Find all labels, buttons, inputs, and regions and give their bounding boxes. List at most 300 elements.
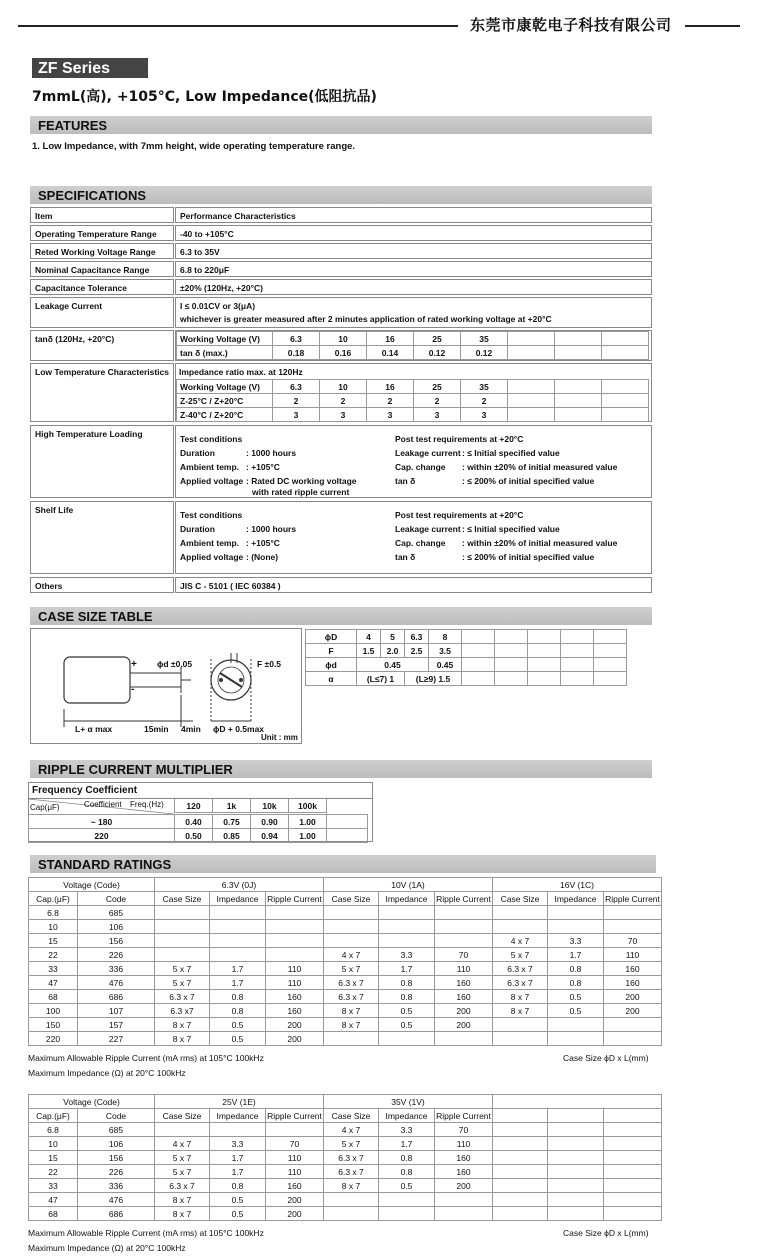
ripple-row1-v0: 0.50 [175, 829, 213, 843]
rt2-cell: 70 [266, 1137, 324, 1151]
rt1-cell [324, 920, 379, 934]
rt2-cell: 200 [266, 1207, 324, 1221]
shelf-ambient-label: Ambient temp. [180, 538, 240, 548]
rt1-code-label: Code [78, 892, 155, 906]
cs-empty [462, 630, 495, 644]
ripple-freq-2: 10k [251, 799, 289, 813]
rt2-empty [493, 1109, 548, 1123]
lowtemp-z40-3: 3 [414, 408, 461, 422]
rt1-cell: 110 [266, 962, 324, 976]
ripple-row0-v2: 0.90 [251, 815, 289, 829]
rt2-cell: 70 [435, 1123, 493, 1137]
rt2-impedance: Impedance [379, 1109, 435, 1123]
htl-ambient-label: Ambient temp. [180, 462, 240, 472]
lowtemp-z25-4: 2 [461, 394, 508, 408]
spec-tan-label: tanδ (120Hz, +20°C) [30, 330, 174, 361]
tan-empty [555, 332, 602, 346]
subtitle: 7mmL(高), +105°C, Low Impedance(低阻抗品) [32, 89, 377, 105]
rt2-cell: 6.3 x 7 [324, 1165, 379, 1179]
rt1-case-size: Case Size [493, 892, 548, 906]
rt1-cell [493, 906, 548, 920]
rt1-cell [155, 920, 210, 934]
htl-cap-value: : within ±20% of initial measured value [462, 462, 618, 472]
rt2-cell [604, 1179, 662, 1193]
rt2-cell: 8 x 7 [324, 1179, 379, 1193]
diagram-l: L+ α max [75, 724, 113, 734]
rt1-cell: 200 [604, 1004, 662, 1018]
rt1-cell: 8 x 7 [324, 1018, 379, 1032]
rt2-cell: 5 x 7 [155, 1165, 210, 1179]
lowtemp-empty [555, 408, 602, 422]
cs-empty [495, 644, 528, 658]
rt1-cell: 200 [435, 1018, 493, 1032]
table-row [29, 990, 662, 1004]
table-row [29, 906, 662, 920]
htl-tan-value: : ≤ 200% of initial specified value [462, 476, 595, 486]
cs-r0-c4: 8 [429, 630, 462, 644]
cs-empty [495, 630, 528, 644]
lowtemp-empty [555, 380, 602, 394]
cs-empty [594, 644, 627, 658]
lowtemp-empty [602, 408, 649, 422]
rt1-cell: 110 [435, 962, 493, 976]
ripple-freq-0: 120 [175, 799, 213, 813]
rt1-cell [210, 934, 266, 948]
ratings-header: STANDARD RATINGS [30, 855, 656, 873]
rt2-cell: 476 [78, 1193, 155, 1207]
cs-empty [594, 658, 627, 672]
rt1-cell: 0.8 [379, 990, 435, 1004]
lowtemp-v-4: 35 [461, 380, 508, 394]
rt2-body [29, 1123, 662, 1221]
ripple-row1-v2: 0.94 [251, 829, 289, 843]
rt2-cell [493, 1179, 548, 1193]
rt1-cell: 156 [78, 934, 155, 948]
rt1-cell: 5 x 7 [324, 962, 379, 976]
diagram-unit: Unit : mm [261, 733, 298, 742]
rt1-cell [266, 920, 324, 934]
htl-duration-label: Duration [180, 448, 215, 458]
rt1-cell: 8 x 7 [324, 1004, 379, 1018]
ripple-values-table [28, 814, 368, 843]
ripple-row1-cap: 220 [29, 829, 175, 843]
table-row [29, 962, 662, 976]
rt1-cell [493, 1032, 548, 1046]
rt2-cell: 0.8 [379, 1165, 435, 1179]
rt1-cell: 157 [78, 1018, 155, 1032]
shelf-test-conditions: Test conditions [180, 510, 243, 520]
rt1-cell [210, 948, 266, 962]
rt2-cell: 6.3 x 7 [155, 1179, 210, 1193]
cs-empty [495, 658, 528, 672]
header-rule-right [685, 25, 740, 27]
case-size-header: CASE SIZE TABLE [30, 607, 652, 625]
rt1-case-size: Case Size [155, 892, 210, 906]
table-row [29, 1165, 662, 1179]
ripple-cap-label: Cap(μF) [30, 803, 60, 812]
rt2-cap-label: Cap.(μF) [29, 1109, 78, 1123]
rt2-group-1: 35V (1V) [324, 1095, 493, 1109]
lowtemp-z25-3: 2 [414, 394, 461, 408]
diagram-D: ϕD + 0.5max [213, 724, 265, 734]
rt1-cell [155, 948, 210, 962]
rt2-note-ripple: Maximum Allowable Ripple Current (mA rms) at 105°C 100kHz [28, 1228, 264, 1238]
case-diagram [30, 628, 302, 744]
lowtemp-z25-0: 2 [273, 394, 320, 408]
rt1-cell: 8 x 7 [493, 990, 548, 1004]
rt1-cell: 6.8 [29, 906, 78, 920]
cs-empty [528, 658, 561, 672]
company-name: 东莞市康乾电子科技有限公司 [470, 16, 672, 34]
cs-r0-c1: 4 [357, 630, 381, 644]
ripple-row0-cap: ~ 180 [29, 815, 175, 829]
rt1-cell [604, 1018, 662, 1032]
rt2-cell [324, 1193, 379, 1207]
lowtemp-z40-4: 3 [461, 408, 508, 422]
lowtemp-row2-label: Z-25°C / Z+20°C [177, 394, 273, 408]
rt1-cell [155, 906, 210, 920]
rt2-cell [604, 1193, 662, 1207]
rt1-cell [210, 920, 266, 934]
rt1-cell [266, 934, 324, 948]
rt2-cell: 0.5 [379, 1179, 435, 1193]
rt2-cell: 6.8 [29, 1123, 78, 1137]
rt2-note-case: Case Size ϕD x L(mm) [563, 1228, 649, 1238]
rt1-cell: 8 x 7 [155, 1032, 210, 1046]
rt1-cell: 160 [604, 976, 662, 990]
rt1-note-impedance: Maximum Impedance (Ω) at 20°C 100kHz [28, 1068, 186, 1078]
rt2-cell: 6.3 x 7 [324, 1151, 379, 1165]
rt2-cell: 22 [29, 1165, 78, 1179]
rt2-cell: 110 [435, 1137, 493, 1151]
tan-row2-label: tan δ (max.) [177, 346, 273, 360]
rt1-cell [435, 920, 493, 934]
diagram-minus: - [131, 684, 135, 695]
rt2-cell: 0.8 [210, 1179, 266, 1193]
rt1-cell: 1.7 [210, 962, 266, 976]
rt2-empty [548, 1109, 604, 1123]
htl-applied-label: Applied voltage [180, 476, 244, 486]
rt2-cell: 8 x 7 [155, 1207, 210, 1221]
rt1-cell: 6.3 x7 [155, 1004, 210, 1018]
tan-val-2: 0.14 [367, 346, 414, 360]
lowtemp-z40-1: 3 [320, 408, 367, 422]
rt2-empty-group [493, 1095, 662, 1109]
rt2-group-0: 25V (1E) [155, 1095, 324, 1109]
shelf-leak-value: : ≤ Initial specified value [462, 524, 560, 534]
tan-val-0: 0.18 [273, 346, 320, 360]
cs-r0-label: ϕD [306, 630, 357, 644]
htl-leak-label: Leakage current [395, 448, 461, 458]
rt2-cell [604, 1151, 662, 1165]
tan-v-1: 10 [320, 332, 367, 346]
lowtemp-empty [508, 408, 555, 422]
rt2-cell: 4 x 7 [155, 1137, 210, 1151]
rt1-cell: 686 [78, 990, 155, 1004]
lowtemp-title: Impedance ratio max. at 120Hz [179, 367, 303, 377]
lowtemp-empty [508, 394, 555, 408]
lowtemp-empty [602, 380, 649, 394]
feature-item: 1. Low Impedance, with 7mm height, wide operating temperature range. [32, 141, 356, 152]
header-rule-left [18, 25, 458, 27]
spec-cap-range-label: Nominal Capacitance Range [30, 261, 174, 277]
rt2-cell [155, 1123, 210, 1137]
lowtemp-table [176, 379, 649, 422]
rt1-cell [324, 906, 379, 920]
rt1-cell: 1.7 [210, 976, 266, 990]
rt1-cell [548, 1032, 604, 1046]
cs-r1-c4: 3.5 [429, 644, 462, 658]
rt1-group-1: 10V (1A) [324, 878, 493, 892]
diagram-4: 4min [181, 724, 201, 734]
rt2-cell: 110 [266, 1151, 324, 1165]
diagram-d: ϕd ±0.05 [157, 659, 193, 669]
cs-r0-c3: 6.3 [405, 630, 429, 644]
diagram-15: 15min [144, 724, 169, 734]
tan-v-2: 16 [367, 332, 414, 346]
rt2-cell: 3.3 [210, 1137, 266, 1151]
spec-rated-v-label: Reted Working Voltage Range [30, 243, 174, 259]
lowtemp-z40-0: 3 [273, 408, 320, 422]
ripple-coef-label: Coefficient [84, 800, 122, 809]
rt2-cell [493, 1193, 548, 1207]
rt1-ripple: Ripple Current [436, 893, 491, 904]
rt1-cell: 200 [604, 990, 662, 1004]
rt1-cell: 160 [435, 990, 493, 1004]
rt2-cell: 1.7 [210, 1151, 266, 1165]
rt1-cell [324, 934, 379, 948]
tan-empty [602, 346, 649, 360]
ripple-freq-1: 1k [213, 799, 251, 813]
rt1-cell: 5 x 7 [155, 962, 210, 976]
rt2-cell: 8 x 7 [155, 1193, 210, 1207]
htl-test-conditions: Test conditions [180, 434, 243, 444]
shelf-leak-label: Leakage current [395, 524, 461, 534]
tan-val-4: 0.12 [461, 346, 508, 360]
rt2-cell [493, 1137, 548, 1151]
rt1-cell: 200 [435, 1004, 493, 1018]
rt1-case-size: Case Size [324, 892, 379, 906]
rt1-cell [155, 934, 210, 948]
cs-empty [594, 672, 627, 686]
rt1-cell [379, 1032, 435, 1046]
rt1-cell: 0.5 [548, 1004, 604, 1018]
shelf-tan-label: tan δ [395, 552, 416, 562]
rt2-case-size: Case Size [155, 1109, 210, 1123]
rt1-cell: 33 [29, 962, 78, 976]
rt1-cell: 336 [78, 962, 155, 976]
rt2-cell: 3.3 [379, 1123, 435, 1137]
features-header: FEATURES [30, 116, 652, 134]
rt2-cell [435, 1193, 493, 1207]
htl-tan-label: tan δ [395, 476, 416, 486]
rt1-impedance: Impedance [379, 892, 435, 906]
rt1-cell: 47 [29, 976, 78, 990]
rt2-empty [604, 1109, 662, 1123]
rt2-cell: 160 [435, 1151, 493, 1165]
cs-phid-label: ϕd [306, 658, 357, 672]
rt1-cell: 4 x 7 [324, 948, 379, 962]
diagram-f: F ±0.5 [257, 659, 282, 669]
tan-row1-label: Working Voltage (V) [177, 332, 273, 346]
cs-r0-c2: 5 [381, 630, 405, 644]
ripple-freq-label: Freq.(Hz) [130, 800, 164, 809]
cs-r1-c1: 1.5 [357, 644, 381, 658]
rt1-cell: 200 [266, 1018, 324, 1032]
rt1-group-2: 16V (1C) [493, 878, 662, 892]
rt1-cell: 6.3 x 7 [324, 990, 379, 1004]
rt2-cell: 68 [29, 1207, 78, 1221]
rt2-cell [493, 1207, 548, 1221]
rt2-cell [548, 1207, 604, 1221]
rt2-cell [548, 1123, 604, 1137]
rt1-cell [604, 906, 662, 920]
rt1-impedance: Impedance [548, 892, 604, 906]
rt2-cell [493, 1123, 548, 1137]
cs-r1-c2: 2.0 [381, 644, 405, 658]
rt1-cell: 106 [78, 920, 155, 934]
rt1-cell: 6.3 x 7 [493, 962, 548, 976]
htl-applied-value2: with rated ripple current [252, 487, 350, 497]
leak-line-2: whichever is greater measured after 2 minutes application of rated working voltage at +20°C [180, 314, 552, 324]
ripple-row0-v3: 1.00 [289, 815, 327, 829]
tan-v-4: 35 [461, 332, 508, 346]
rt2-cell [379, 1193, 435, 1207]
rt1-cell [379, 906, 435, 920]
tan-v-3: 25 [414, 332, 461, 346]
rt1-cell: 68 [29, 990, 78, 1004]
lowtemp-empty [508, 380, 555, 394]
rt1-cell: 4 x 7 [493, 934, 548, 948]
rt1-cell [266, 906, 324, 920]
rt2-cell [324, 1207, 379, 1221]
rt1-cell: 6.3 x 7 [324, 976, 379, 990]
ripple-row0-v0: 0.40 [175, 815, 213, 829]
rt1-cell [604, 1032, 662, 1046]
cs-empty [528, 672, 561, 686]
shelf-tan-value: : ≤ 200% of initial specified value [462, 552, 595, 562]
rt1-note-case: Case Size ϕD x L(mm) [563, 1053, 649, 1063]
ripple-header: RIPPLE CURRENT MULTIPLIER [30, 760, 652, 778]
rt1-cell: 160 [266, 1004, 324, 1018]
rt1-cell: 685 [78, 906, 155, 920]
shelf-applied-value: : (None) [246, 552, 279, 562]
case-size-table [305, 629, 627, 686]
rt1-ripple: Ripple Current [267, 893, 322, 904]
spec-op-temp-label: Operating Temperature Range [30, 225, 174, 241]
shelf-cap-value: : within ±20% of initial measured value [462, 538, 618, 548]
rt2-ripple: Ripple Current [267, 1110, 322, 1121]
cs-phid-b: 0.45 [429, 658, 462, 672]
rt1-cell [210, 906, 266, 920]
rt2-cell [493, 1151, 548, 1165]
diagram-plus: + [131, 659, 137, 670]
ripple-freq-table [174, 799, 327, 813]
rt1-cell: 226 [78, 948, 155, 962]
rt2-cell [379, 1207, 435, 1221]
tan-v-0: 6.3 [273, 332, 320, 346]
cs-empty [561, 658, 594, 672]
cs-empty [462, 672, 495, 686]
table-row [29, 1207, 662, 1221]
rt2-cell: 160 [435, 1165, 493, 1179]
htl-post: Post test requirements at +20°C [395, 434, 524, 444]
rt2-cell: 5 x 7 [155, 1151, 210, 1165]
rt1-cell [435, 906, 493, 920]
rt2-cell: 200 [266, 1193, 324, 1207]
rt2-cell: 686 [78, 1207, 155, 1221]
rt2-cell [604, 1165, 662, 1179]
spec-cap-tol-label: Capacitance Tolerance [30, 279, 174, 295]
rt1-cell: 200 [266, 1032, 324, 1046]
table-row [29, 1018, 662, 1032]
lowtemp-empty [602, 394, 649, 408]
lowtemp-v-3: 25 [414, 380, 461, 394]
rt1-cell: 1.7 [379, 962, 435, 976]
rt1-cell: 10 [29, 920, 78, 934]
rt1-cell [548, 920, 604, 934]
cs-r1-c3: 2.5 [405, 644, 429, 658]
rt2-impedance: Impedance [210, 1109, 266, 1123]
spec-op-temp-value: -40 to +105°C [175, 225, 652, 241]
rt2-cell: 0.8 [379, 1151, 435, 1165]
spec-htl-label: High Temperature Loading [30, 425, 174, 498]
rt1-cell: 3.3 [379, 948, 435, 962]
cs-empty [528, 630, 561, 644]
rt1-cell [266, 948, 324, 962]
rt2-cell: 110 [266, 1165, 324, 1179]
rt2-cell [266, 1123, 324, 1137]
ratings-table-2 [28, 1094, 662, 1221]
spec-cap-range-value: 6.8 to 220μF [175, 261, 652, 277]
table-row [29, 1032, 662, 1046]
htl-applied-value1: : Rated DC working voltage [246, 476, 357, 486]
rt1-cell: 5 x 7 [493, 948, 548, 962]
spec-cap-tol-value: ±20% (120Hz, +20°C) [175, 279, 652, 295]
rt2-cell [604, 1137, 662, 1151]
rt1-cell: 220 [29, 1032, 78, 1046]
rt1-cell [548, 1018, 604, 1032]
rt1-note-ripple: Maximum Allowable Ripple Current (mA rms) at 105°C 100kHz [28, 1053, 264, 1063]
table-row [29, 1004, 662, 1018]
lowtemp-v-0: 6.3 [273, 380, 320, 394]
spec-leak-value [175, 297, 652, 328]
rt2-cell: 160 [266, 1179, 324, 1193]
ripple-empty [327, 815, 368, 829]
rt1-cell: 15 [29, 934, 78, 948]
rt1-cell [435, 1032, 493, 1046]
tan-empty [602, 332, 649, 346]
series-title: ZF Series [32, 58, 148, 78]
ripple-freq-coef: Frequency Coefficient [32, 785, 138, 796]
tan-empty [508, 346, 555, 360]
rt2-cell: 47 [29, 1193, 78, 1207]
ripple-row1-v3: 1.00 [289, 829, 327, 843]
rt1-cell: 6.3 x 7 [493, 976, 548, 990]
rt2-cell: 336 [78, 1179, 155, 1193]
rt1-cell: 22 [29, 948, 78, 962]
rt1-cell: 0.8 [210, 990, 266, 1004]
cs-empty [462, 644, 495, 658]
cs-r1-label: F [306, 644, 357, 658]
rt1-body [29, 906, 662, 1046]
rt2-cell [604, 1207, 662, 1221]
rt2-cell [435, 1207, 493, 1221]
cs-empty [561, 644, 594, 658]
rt2-cell: 226 [78, 1165, 155, 1179]
spec-perf-header: Performance Characteristics [175, 207, 652, 223]
spec-rated-v-value: 6.3 to 35V [175, 243, 652, 259]
